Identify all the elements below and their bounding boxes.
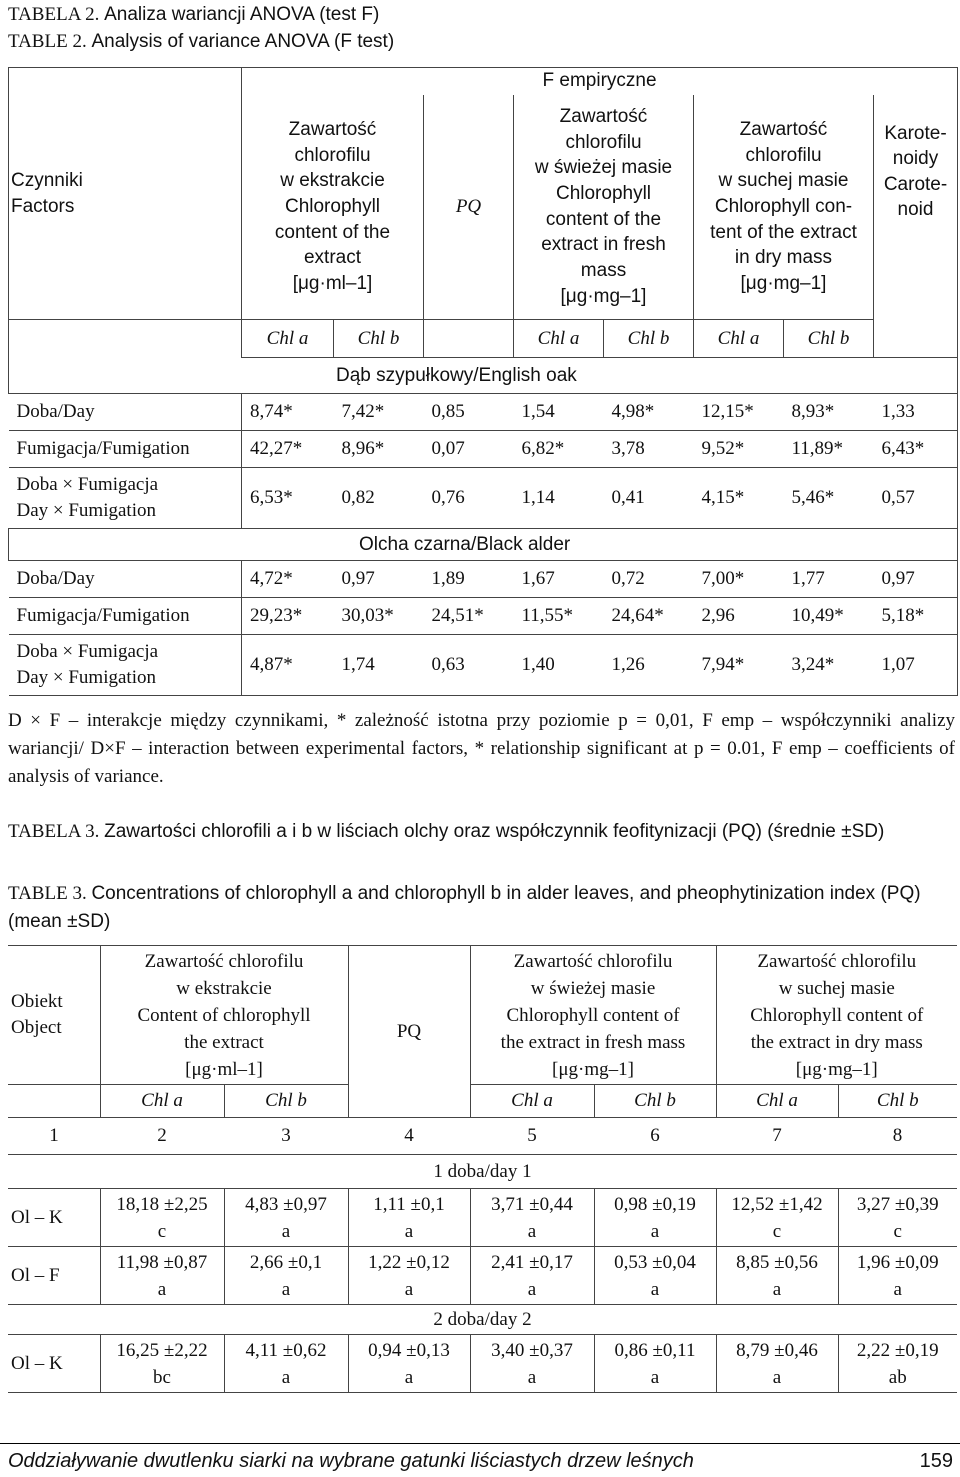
cell-value: 4,72* bbox=[242, 561, 334, 598]
section-title-oak: Dąb szypułkowy/English oak bbox=[9, 358, 958, 394]
cell-value: 12,15* bbox=[694, 394, 784, 431]
cell-value: 24,64* bbox=[604, 598, 694, 635]
cell-value: 11,98 ±0,87 a bbox=[100, 1247, 224, 1305]
header-chl-b: Chl b bbox=[784, 320, 874, 358]
header-fresh-mass-content: Zawartość chlorofilu w świeżej masie Chlorophyll content of the extract in fresh mass [μg·mg–1] bbox=[470, 946, 716, 1085]
column-number: 8 bbox=[838, 1118, 957, 1155]
header-extract-content: Zawartość chlorofilu w ekstrakcie Content of chlorophyll the extract [μg·ml–1] bbox=[100, 946, 348, 1085]
header-chl-a: Chl a bbox=[470, 1085, 594, 1118]
header-pq: PQ bbox=[424, 95, 514, 320]
column-number: 4 bbox=[348, 1118, 470, 1155]
cell-value: 0,97 bbox=[334, 561, 424, 598]
cell-value: 0,63 bbox=[424, 635, 514, 696]
header-chl-b: Chl b bbox=[594, 1085, 716, 1118]
row-label: Fumigacja/Fumigation bbox=[9, 431, 242, 468]
column-number: 3 bbox=[224, 1118, 348, 1155]
cell-value: 1,54 bbox=[514, 394, 604, 431]
cell-value: 7,42* bbox=[334, 394, 424, 431]
running-footer bbox=[8, 1448, 953, 1475]
cell-value: 1,77 bbox=[784, 561, 874, 598]
header-chl-a: Chl a bbox=[694, 320, 784, 358]
header-f-empirical: F empiryczne bbox=[242, 68, 958, 95]
cell-value: 42,27* bbox=[242, 431, 334, 468]
header-dry-mass-content: Zawartość chlorofilu w suchej masie Chlorophyll content of the extract in dry mass [μg·mg–1] bbox=[716, 946, 957, 1085]
cell-value: 2,22 ±0,19 ab bbox=[838, 1335, 957, 1393]
cell-value: 10,49* bbox=[784, 598, 874, 635]
cell-value: 0,86 ±0,11 a bbox=[594, 1335, 716, 1393]
row-label: Doba × Fumigacja Day × Fumigation bbox=[9, 635, 242, 696]
header-chl-a: Chl a bbox=[100, 1085, 224, 1118]
cell-value: 0,85 bbox=[424, 394, 514, 431]
cell-value: 8,74* bbox=[242, 394, 334, 431]
table-row bbox=[9, 635, 958, 696]
cell-value: 3,71 ±0,44 a bbox=[470, 1189, 594, 1247]
footer-title: Oddziaływanie dwutlenku siarki na wybrane gatunki liściastych drzew leśnych bbox=[8, 1450, 694, 1472]
cell-value: 8,96* bbox=[334, 431, 424, 468]
cell-value: 29,23* bbox=[242, 598, 334, 635]
row-label: Ol – F bbox=[8, 1247, 100, 1305]
cell-value: 30,03* bbox=[334, 598, 424, 635]
footer-rule bbox=[0, 1443, 960, 1444]
cell-value: 1,67 bbox=[514, 561, 604, 598]
cell-value: 0,98 ±0,19 a bbox=[594, 1189, 716, 1247]
header-pq-empty bbox=[424, 320, 514, 358]
table-row bbox=[9, 598, 958, 635]
table3-caption-en: TABLE 3. Concentrations of chlorophyll a and chlorophyll b in alder leaves, and pheophytinization index (PQ) (mean ±SD) bbox=[8, 883, 921, 932]
cell-value: 4,11 ±0,62 a bbox=[224, 1335, 348, 1393]
column-number: 6 bbox=[594, 1118, 716, 1155]
cell-value: 5,18* bbox=[874, 598, 958, 635]
header-chl-a: Chl a bbox=[242, 320, 334, 358]
column-number: 7 bbox=[716, 1118, 838, 1155]
cell-value: 8,93* bbox=[784, 394, 874, 431]
cell-value: 1,07 bbox=[874, 635, 958, 696]
table-row bbox=[8, 1247, 957, 1305]
cell-value: 1,11 ±0,1 a bbox=[348, 1189, 470, 1247]
header-chl-a: Chl a bbox=[716, 1085, 838, 1118]
cell-value: 4,87* bbox=[242, 635, 334, 696]
cell-value: 1,33 bbox=[874, 394, 958, 431]
cell-value: 4,15* bbox=[694, 468, 784, 529]
cell-value: 2,41 ±0,17 a bbox=[470, 1247, 594, 1305]
cell-value: 12,52 ±1,42 c bbox=[716, 1189, 838, 1247]
cell-value: 3,78 bbox=[604, 431, 694, 468]
cell-value: 1,22 ±0,12 a bbox=[348, 1247, 470, 1305]
cell-value: 6,53* bbox=[242, 468, 334, 529]
row-label: Ol – K bbox=[8, 1335, 100, 1393]
cell-value: 7,00* bbox=[694, 561, 784, 598]
cell-value: 11,89* bbox=[784, 431, 874, 468]
header-pq: PQ bbox=[348, 946, 470, 1118]
row-label: Doba/Day bbox=[9, 561, 242, 598]
cell-value: 8,79 ±0,46 a bbox=[716, 1335, 838, 1393]
cell-value: 5,46* bbox=[784, 468, 874, 529]
cell-value: 9,52* bbox=[694, 431, 784, 468]
table2-footnote: D × F – interakcje między czynnikami, * zależność istotna przy poziomie p = 0,01, F emp – współczynniki analizy wariancji/ D×F – interaction between experimental factors, * relationship significant at p = 0.01, F emp – coefficients of analysis of variance. bbox=[8, 710, 955, 787]
cell-value: 0,53 ±0,04 a bbox=[594, 1247, 716, 1305]
cell-value: 3,40 ±0,37 a bbox=[470, 1335, 594, 1393]
cell-value: 2,66 ±0,1 a bbox=[224, 1247, 348, 1305]
table-row bbox=[8, 1335, 957, 1393]
anova-table bbox=[8, 67, 958, 696]
column-number: 2 bbox=[100, 1118, 224, 1155]
header-carotenoids: Karote- noidy Carote- noid bbox=[874, 95, 958, 358]
chlorophyll-table bbox=[8, 945, 957, 1393]
cell-value: 18,18 ±2,25 c bbox=[100, 1189, 224, 1247]
cell-value: 8,85 ±0,56 a bbox=[716, 1247, 838, 1305]
section-title-day2: 2 doba/day 2 bbox=[8, 1305, 957, 1335]
header-dry-mass-content: Zawartość chlorofilu w suchej masie Chlorophyll con- tent of the extract in dry mass [μg·mg–1] bbox=[694, 95, 874, 320]
cell-value: 1,89 bbox=[424, 561, 514, 598]
cell-value: 0,97 bbox=[874, 561, 958, 598]
column-numbers-row bbox=[8, 1118, 957, 1155]
cell-value: 1,14 bbox=[514, 468, 604, 529]
cell-value: 0,41 bbox=[604, 468, 694, 529]
row-label: Doba × Fumigacja Day × Fumigation bbox=[9, 468, 242, 529]
section-title-day1: 1 doba/day 1 bbox=[8, 1155, 957, 1189]
column-number: 5 bbox=[470, 1118, 594, 1155]
cell-value: 1,96 ±0,09 a bbox=[838, 1247, 957, 1305]
header-chl-b: Chl b bbox=[604, 320, 694, 358]
cell-value: 1,74 bbox=[334, 635, 424, 696]
row-label: Ol – K bbox=[8, 1189, 100, 1247]
table-row bbox=[8, 1189, 957, 1247]
header-chl-b: Chl b bbox=[838, 1085, 957, 1118]
cell-value: 0,76 bbox=[424, 468, 514, 529]
page-number: 159 bbox=[919, 1450, 953, 1472]
cell-value: 4,98* bbox=[604, 394, 694, 431]
table3-caption-pl: TABELA 3. Zawartości chlorofili a i b w liściach olchy oraz współczynnik feofitynizacji (PQ) (średnie ±SD) bbox=[8, 821, 885, 842]
table2-caption-en: TABLE 2. Analysis of variance ANOVA (F test) bbox=[8, 31, 395, 52]
table-row bbox=[9, 468, 958, 529]
cell-value: 1,26 bbox=[604, 635, 694, 696]
cell-value: 4,83 ±0,97 a bbox=[224, 1189, 348, 1247]
column-number: 1 bbox=[8, 1118, 100, 1155]
cell-value: 0,94 ±0,13 a bbox=[348, 1335, 470, 1393]
header-extract-content: Zawartość chlorofilu w ekstrakcie Chlorophyll content of the extract [μg·ml–1] bbox=[242, 95, 424, 320]
table2-caption-pl: TABELA 2. Analiza wariancji ANOVA (test F) bbox=[8, 4, 380, 25]
section-title-alder: Olcha czarna/Black alder bbox=[9, 529, 958, 561]
cell-value: 0,82 bbox=[334, 468, 424, 529]
header-chl-b: Chl b bbox=[224, 1085, 348, 1118]
table-row bbox=[9, 431, 958, 468]
header-factors: Czynniki Factors bbox=[9, 68, 242, 320]
cell-value: 2,96 bbox=[694, 598, 784, 635]
header-fresh-mass-content: Zawartość chlorofilu w świeżej masie Chlorophyll content of the extract in fresh mass [μg·mg–1] bbox=[514, 95, 694, 320]
header-chl-a: Chl a bbox=[514, 320, 604, 358]
cell-value: 0,72 bbox=[604, 561, 694, 598]
header-chl-b: Chl b bbox=[334, 320, 424, 358]
table-row bbox=[9, 394, 958, 431]
cell-value: 11,55* bbox=[514, 598, 604, 635]
cell-value: 6,82* bbox=[514, 431, 604, 468]
cell-value: 7,94* bbox=[694, 635, 784, 696]
header-object: Obiekt Object bbox=[8, 946, 100, 1085]
cell-value: 1,40 bbox=[514, 635, 604, 696]
header-empty bbox=[8, 1085, 100, 1118]
cell-value: 3,27 ±0,39 c bbox=[838, 1189, 957, 1247]
table-row bbox=[9, 561, 958, 598]
cell-value: 0,07 bbox=[424, 431, 514, 468]
header-empty bbox=[9, 320, 242, 358]
cell-value: 3,24* bbox=[784, 635, 874, 696]
row-label: Fumigacja/Fumigation bbox=[9, 598, 242, 635]
row-label: Doba/Day bbox=[9, 394, 242, 431]
cell-value: 0,57 bbox=[874, 468, 958, 529]
cell-value: 24,51* bbox=[424, 598, 514, 635]
cell-value: 16,25 ±2,22 bc bbox=[100, 1335, 224, 1393]
cell-value: 6,43* bbox=[874, 431, 958, 468]
